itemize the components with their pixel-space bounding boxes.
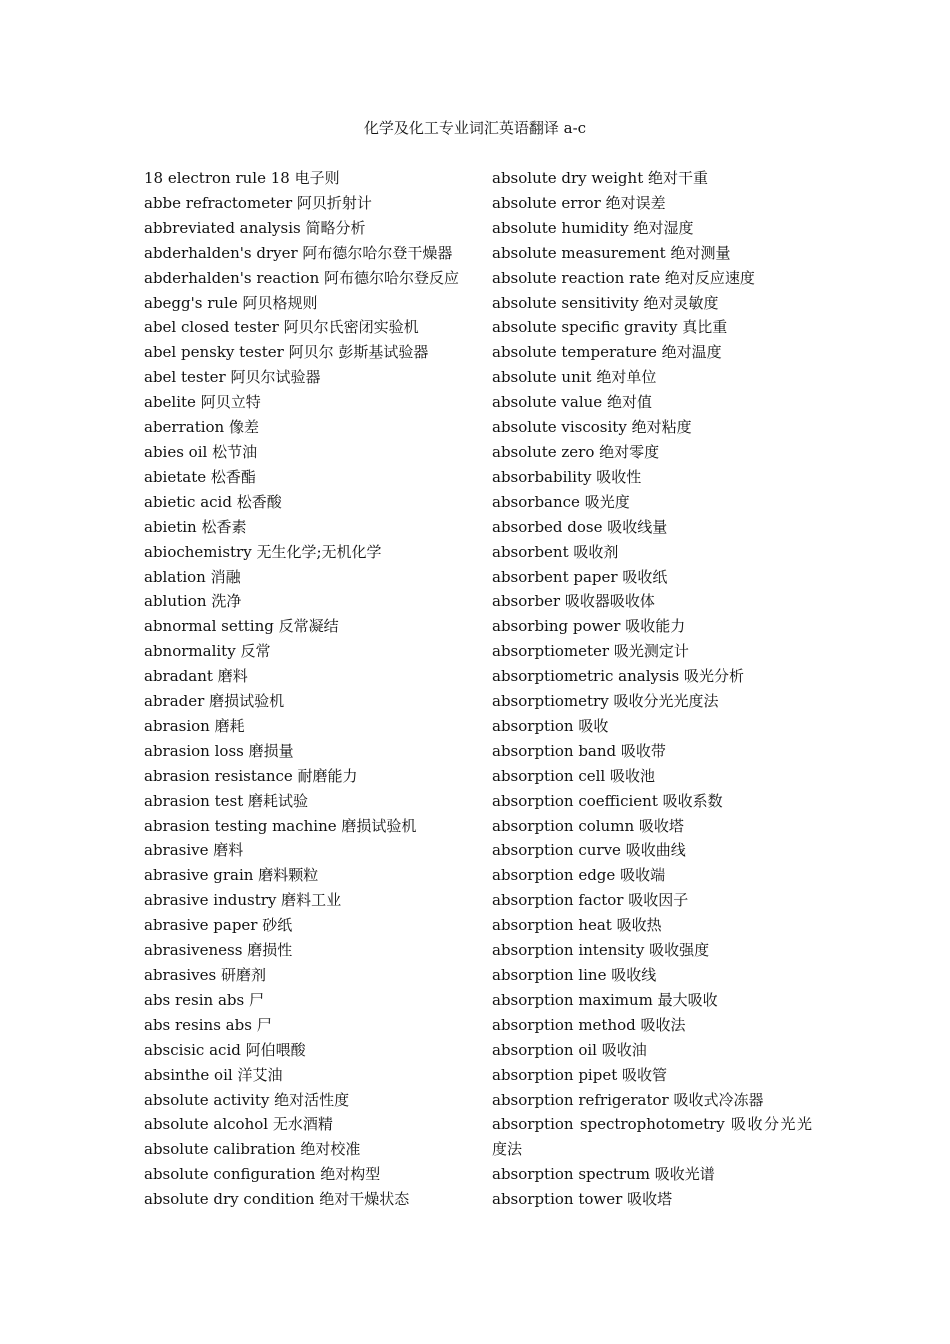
chinese-translation: 吸收热 <box>616 916 662 935</box>
english-term: absolute error <box>492 193 601 212</box>
chinese-translation: 吸收器吸收体 <box>564 592 655 611</box>
english-term: abradant <box>144 667 213 686</box>
english-term: absolute configuration <box>144 1165 316 1184</box>
chinese-translation: 绝对温度 <box>661 343 722 362</box>
english-term: absolute measurement <box>492 243 666 262</box>
glossary-entry <box>492 1162 812 1187</box>
chinese-translation: 绝对构型 <box>320 1165 381 1184</box>
glossary-entry <box>144 739 464 764</box>
chinese-translation: 吸光度 <box>584 492 630 511</box>
glossary-entry <box>144 913 464 938</box>
glossary-entry <box>492 291 812 316</box>
glossary-entry <box>492 340 812 365</box>
glossary-entry <box>144 614 464 639</box>
chinese-translation: 吸收塔 <box>627 1190 673 1209</box>
chinese-translation: 洋艾油 <box>237 1065 283 1084</box>
glossary-entry <box>144 689 464 714</box>
glossary-entry <box>492 639 812 664</box>
english-term: absorption edge <box>492 866 616 885</box>
chinese-translation: 绝对误差 <box>605 193 666 212</box>
chinese-translation: 磨料 <box>213 841 244 860</box>
glossary-entry <box>144 390 464 415</box>
chinese-translation: 吸收纸 <box>622 567 668 586</box>
english-term: absolute specific gravity <box>492 318 678 337</box>
english-term: abbe refractometer <box>144 193 293 212</box>
glossary-entry <box>144 1137 464 1162</box>
glossary-entry <box>492 1088 812 1113</box>
right-column <box>492 166 812 1212</box>
glossary-entry <box>492 490 812 515</box>
english-term: absorption coefficient <box>492 791 658 810</box>
glossary-entry <box>144 714 464 739</box>
glossary-entry <box>144 963 464 988</box>
glossary-entry <box>144 365 464 390</box>
chinese-translation: 吸收管 <box>622 1065 668 1084</box>
glossary-entry <box>492 166 812 191</box>
english-term: absolute sensitivity <box>492 293 639 312</box>
english-term: absorption pipet <box>492 1065 618 1084</box>
glossary-entry <box>492 988 812 1013</box>
english-term: 18 electron rule <box>144 169 266 187</box>
chinese-translation: 吸收池 <box>609 766 655 785</box>
english-term: absolute value <box>492 393 603 412</box>
chinese-translation: 反常凝结 <box>278 617 339 636</box>
glossary-entry <box>144 1112 464 1137</box>
english-term: abel pensky tester <box>144 343 284 362</box>
english-term: absorption oil <box>492 1040 597 1059</box>
chinese-translation: 绝对活性度 <box>274 1090 350 1109</box>
english-term: absolute dry weight <box>492 169 644 187</box>
chinese-translation: 18 电子则 <box>270 169 340 187</box>
english-term: abscisic acid <box>144 1040 241 1059</box>
chinese-translation: 吸收剂 <box>573 542 619 561</box>
chinese-translation: 绝对单位 <box>596 368 657 387</box>
english-term: abel tester <box>144 368 226 387</box>
english-term: absolute temperature <box>492 343 657 362</box>
english-term: aberration <box>144 418 225 437</box>
glossary-entry <box>144 1162 464 1187</box>
glossary-entry <box>492 390 812 415</box>
english-term: absorption tower <box>492 1190 623 1209</box>
chinese-translation: 松节油 <box>212 442 258 461</box>
chinese-translation: 阿贝折射计 <box>296 193 372 212</box>
glossary-entry <box>144 465 464 490</box>
glossary-entry <box>492 515 812 540</box>
english-term: abrader <box>144 692 205 711</box>
chinese-translation: 吸收带 <box>620 741 666 760</box>
glossary-entry <box>492 1013 812 1038</box>
english-term: abbreviated analysis <box>144 218 301 237</box>
chinese-translation: 吸收分光光度法 <box>492 1115 812 1159</box>
chinese-translation: 阿布德尔哈尔登反应 <box>324 268 460 287</box>
english-term: abrasives <box>144 966 217 984</box>
chinese-translation: 研磨剂 <box>220 966 266 984</box>
glossary-entry <box>144 988 464 1013</box>
glossary-entry <box>492 266 812 291</box>
chinese-translation: 绝对湿度 <box>633 218 694 237</box>
glossary-entry <box>144 241 464 266</box>
chinese-translation: 吸收法 <box>640 1015 686 1034</box>
chinese-translation: 吸收塔 <box>638 816 684 835</box>
glossary-entry <box>144 515 464 540</box>
chinese-translation: 阿贝尔 彭斯基试验器 <box>288 343 429 362</box>
glossary-entry <box>144 639 464 664</box>
glossary-entry <box>492 216 812 241</box>
chinese-translation: 吸收线 <box>611 966 657 984</box>
left-column <box>144 166 464 1212</box>
glossary-entry <box>144 1013 464 1038</box>
glossary-entry <box>492 963 812 988</box>
english-term: abrasive paper <box>144 916 258 935</box>
chinese-translation: 吸收油 <box>601 1040 647 1059</box>
english-term: ablation <box>144 567 206 586</box>
chinese-translation: 磨损量 <box>248 741 294 760</box>
english-term: absolute viscosity <box>492 418 627 437</box>
glossary-entry <box>144 540 464 565</box>
chinese-translation: 磨料工业 <box>281 891 342 910</box>
glossary-entry <box>492 1187 812 1212</box>
glossary-entry <box>492 365 812 390</box>
chinese-translation: 吸光测定计 <box>613 642 689 661</box>
chinese-translation: 吸收线量 <box>607 517 668 536</box>
glossary-entry <box>144 664 464 689</box>
english-term: abderhalden's reaction <box>144 268 320 287</box>
chinese-translation: 吸光分析 <box>683 667 744 686</box>
glossary-entry <box>144 589 464 614</box>
english-term: abietin <box>144 517 197 536</box>
english-term: absolute reaction rate <box>492 268 661 287</box>
document-title: 化学及化工专业词汇英语翻译 a-c <box>363 119 587 137</box>
english-term: abrasion resistance <box>144 766 293 785</box>
glossary-entry <box>492 814 812 839</box>
glossary-entry <box>144 863 464 888</box>
chinese-translation: 吸收性 <box>596 467 642 486</box>
english-term: abrasiveness <box>144 941 243 960</box>
english-term: abrasive <box>144 841 209 860</box>
chinese-translation: 绝对零度 <box>599 442 660 461</box>
glossary-entry <box>144 340 464 365</box>
english-term: absorption heat <box>492 916 612 935</box>
glossary-entry <box>144 888 464 913</box>
glossary-entry <box>492 863 812 888</box>
glossary-entry <box>144 938 464 963</box>
english-term: abies oil <box>144 442 208 461</box>
glossary-entry <box>492 739 812 764</box>
glossary-entry <box>144 1063 464 1088</box>
glossary-entry <box>492 540 812 565</box>
glossary-entry <box>144 291 464 316</box>
chinese-translation: 绝对粘度 <box>631 418 692 437</box>
chinese-translation: 真比重 <box>682 318 728 337</box>
glossary-entry <box>492 415 812 440</box>
chinese-translation: 吸收能力 <box>625 617 686 636</box>
english-term: abietic acid <box>144 492 232 511</box>
english-term: abnormality <box>144 642 236 661</box>
english-term: absorption refrigerator <box>492 1090 669 1109</box>
glossary-entry <box>144 1038 464 1063</box>
english-term: absorbability <box>492 467 592 486</box>
chinese-translation: 阿贝立特 <box>200 393 261 412</box>
glossary-entry <box>144 764 464 789</box>
english-term: abegg's rule <box>144 293 238 312</box>
chinese-translation: 吸收分光光度法 <box>613 692 719 711</box>
english-term: absorption factor <box>492 891 624 910</box>
glossary-entry <box>492 938 812 963</box>
english-term: absolute zero <box>492 442 595 461</box>
chinese-translation: 尸 <box>256 1015 272 1034</box>
chinese-translation: 绝对测量 <box>670 243 731 262</box>
chinese-translation: 松香酸 <box>236 492 282 511</box>
english-term: abs resins abs <box>144 1015 252 1034</box>
glossary-entry <box>144 565 464 590</box>
chinese-translation: 阿贝尔氏密闭实验机 <box>283 318 419 337</box>
english-term: abnormal setting <box>144 617 274 636</box>
chinese-translation: 耐磨能力 <box>297 766 358 785</box>
english-term: absorption spectrophotometry <box>492 1115 725 1134</box>
chinese-translation: 像差 <box>229 418 260 437</box>
english-term: absolute humidity <box>492 218 629 237</box>
english-term: ablution <box>144 592 207 611</box>
glossary-entry <box>144 415 464 440</box>
chinese-translation: 磨损性 <box>247 941 293 960</box>
english-term: abel closed tester <box>144 318 279 337</box>
chinese-translation: 绝对干重 <box>648 169 709 187</box>
chinese-translation: 吸收光谱 <box>654 1165 715 1184</box>
english-term: absorption cell <box>492 766 606 785</box>
glossary-entry <box>492 689 812 714</box>
english-term: absorbance <box>492 492 580 511</box>
chinese-translation: 绝对干燥状态 <box>319 1190 410 1209</box>
chinese-translation: 尸 <box>249 990 265 1009</box>
chinese-translation: 松香素 <box>201 517 247 536</box>
english-term: absorption line <box>492 966 607 984</box>
chinese-translation: 磨损试验机 <box>209 692 285 711</box>
glossary-entry <box>492 465 812 490</box>
chinese-translation: 最大吸收 <box>657 990 718 1009</box>
glossary-entry <box>144 1088 464 1113</box>
glossary-entry <box>144 266 464 291</box>
english-term: abietate <box>144 467 207 486</box>
english-term: absorption band <box>492 741 617 760</box>
english-term: abderhalden's dryer <box>144 243 298 262</box>
chinese-translation: 绝对值 <box>606 393 652 412</box>
glossary-entry <box>492 1038 812 1063</box>
chinese-translation: 吸收曲线 <box>625 841 686 860</box>
chinese-translation: 阿伯喂酸 <box>245 1040 306 1059</box>
chinese-translation: 绝对校准 <box>300 1140 361 1159</box>
chinese-translation: 磨耗 <box>214 716 245 735</box>
glossary-entry <box>492 241 812 266</box>
english-term: absorbing power <box>492 617 621 636</box>
english-term: absorptiometer <box>492 642 610 661</box>
chinese-translation: 松香酯 <box>210 467 256 486</box>
glossary-entry <box>492 589 812 614</box>
chinese-translation: 吸收 <box>578 716 609 735</box>
english-term: abelite <box>144 393 196 412</box>
english-term: abrasion <box>144 716 210 735</box>
english-term: abrasion loss <box>144 741 244 760</box>
glossary-entry <box>492 1063 812 1088</box>
chinese-translation: 吸收因子 <box>628 891 689 910</box>
english-term: absolute calibration <box>144 1140 296 1159</box>
chinese-translation: 简略分析 <box>305 218 366 237</box>
english-term: abrasion testing machine <box>144 816 337 835</box>
chinese-translation: 吸收强度 <box>649 941 710 960</box>
glossary-entry <box>492 888 812 913</box>
english-term: absorption spectrum <box>492 1165 650 1184</box>
chinese-translation: 磨损试验机 <box>341 816 417 835</box>
glossary-entry <box>144 315 464 340</box>
glossary-entry <box>492 191 812 216</box>
english-term: absorption intensity <box>492 941 645 960</box>
english-term: abrasive grain <box>144 866 254 885</box>
chinese-translation: 洗净 <box>211 592 242 611</box>
english-term: abrasion test <box>144 791 244 810</box>
glossary-entry <box>144 440 464 465</box>
chinese-translation: 磨料 <box>217 667 248 686</box>
english-term: abs resin abs <box>144 990 245 1009</box>
chinese-translation: 阿贝格规则 <box>242 293 318 312</box>
glossary-entry <box>492 664 812 689</box>
chinese-translation: 砂纸 <box>262 916 293 935</box>
english-term: absorbent <box>492 542 569 561</box>
glossary-entry <box>144 789 464 814</box>
chinese-translation: 无生化学;无机化学 <box>256 542 382 561</box>
english-term: absorbed dose <box>492 517 603 536</box>
glossary-entry <box>492 913 812 938</box>
english-term: absolute activity <box>144 1090 270 1109</box>
english-term: absorption <box>492 716 574 735</box>
chinese-translation: 无水酒精 <box>272 1115 333 1134</box>
english-term: absorption column <box>492 816 635 835</box>
chinese-translation: 吸收式冷冻器 <box>673 1090 764 1109</box>
glossary-entry <box>492 714 812 739</box>
english-term: absorbent paper <box>492 567 618 586</box>
chinese-translation: 吸收系数 <box>662 791 723 810</box>
glossary-entry <box>492 565 812 590</box>
english-term: absinthe oil <box>144 1065 233 1084</box>
chinese-translation: 绝对反应速度 <box>664 268 755 287</box>
chinese-translation: 绝对灵敏度 <box>643 293 719 312</box>
glossary-entry <box>492 614 812 639</box>
chinese-translation: 阿布德尔哈尔登干燥器 <box>302 243 453 262</box>
chinese-translation: 磨料颗粒 <box>258 866 319 885</box>
english-term: abrasive industry <box>144 891 277 910</box>
glossary-entry <box>144 814 464 839</box>
glossary-entry <box>144 490 464 515</box>
glossary-entry <box>492 315 812 340</box>
english-term: absorption method <box>492 1015 636 1034</box>
chinese-translation: 吸收端 <box>620 866 666 885</box>
english-term: absorptiometric analysis <box>492 667 680 686</box>
chinese-translation: 阿贝尔试验器 <box>230 368 321 387</box>
glossary-entry <box>144 838 464 863</box>
english-term: absorption maximum <box>492 990 653 1009</box>
glossary-entry <box>144 216 464 241</box>
chinese-translation: 反常 <box>240 642 271 661</box>
english-term: absolute unit <box>492 368 592 387</box>
english-term: absorber <box>492 592 561 611</box>
english-term: absolute alcohol <box>144 1115 269 1134</box>
glossary-entry <box>492 789 812 814</box>
glossary-entry <box>144 166 464 191</box>
glossary-entry <box>144 1187 464 1212</box>
glossary-entry <box>492 838 812 863</box>
glossary-entry <box>492 764 812 789</box>
english-term: absorptiometry <box>492 692 609 711</box>
english-term: absorption curve <box>492 841 621 860</box>
glossary-entry <box>492 1112 812 1162</box>
chinese-translation: 消融 <box>210 567 241 586</box>
glossary-entry <box>144 191 464 216</box>
glossary-entry <box>492 440 812 465</box>
english-term: absolute dry condition <box>144 1190 315 1209</box>
english-term: abiochemistry <box>144 542 252 561</box>
chinese-translation: 磨耗试验 <box>248 791 309 810</box>
